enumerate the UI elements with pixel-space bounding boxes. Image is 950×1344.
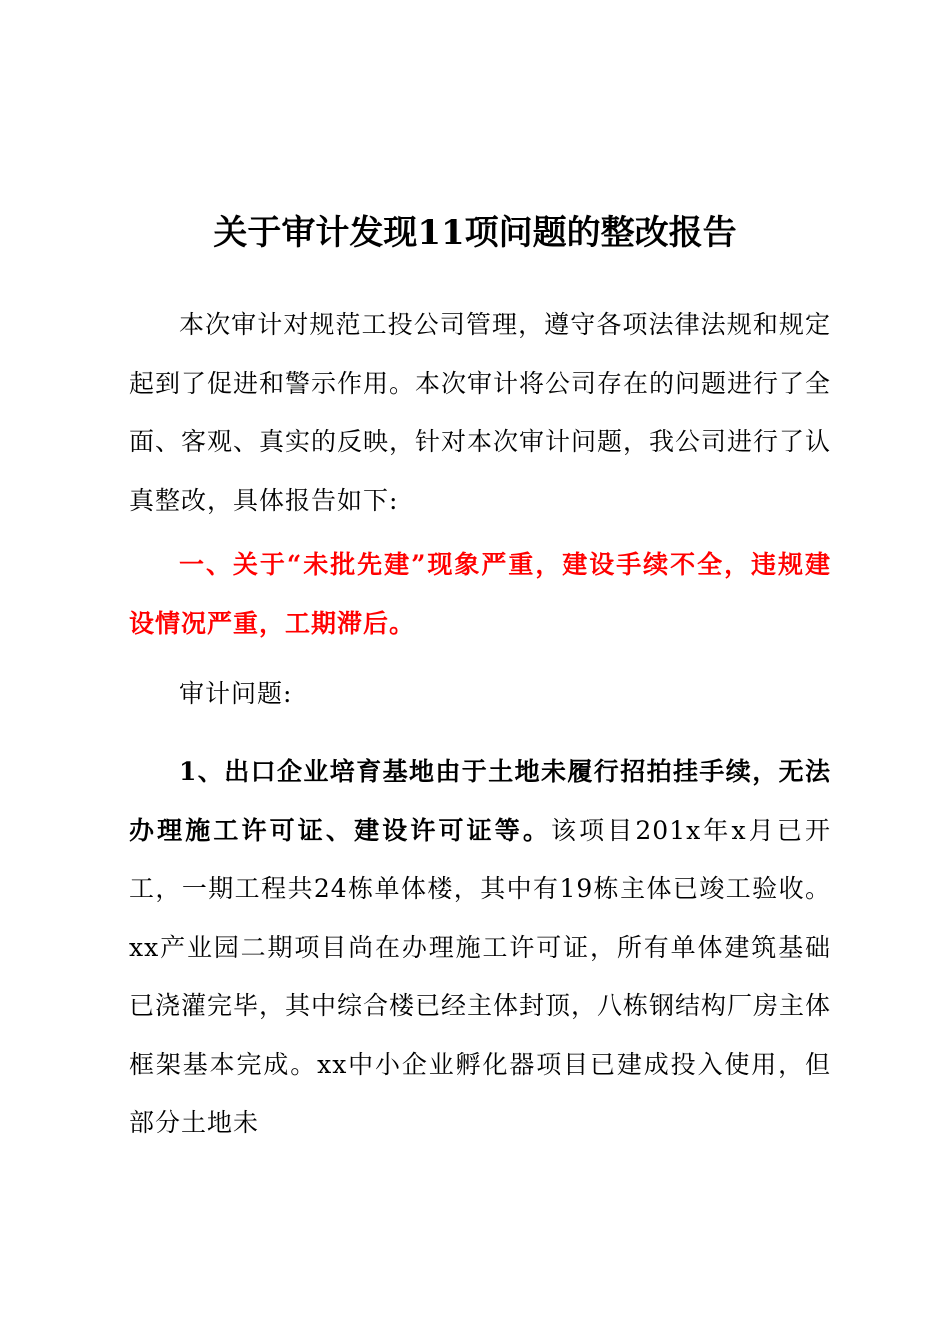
section-heading-1: 一、关于“未批先建”现象严重，建设手续不全，违规建设情况严重，工期滞后。	[129, 550, 831, 638]
item-1-paragraph	[129, 743, 831, 1153]
item-1-bold-lead: 1、出口企业培育基地由于土地未履行招拍挂手续，无法办理施工许可证、建设许可证等。	[129, 757, 831, 845]
document-title: 关于审计发现11项问题的整改报告	[213, 213, 737, 253]
item-1-body-text: 该项目201x年x月已开工，一期工程共24栋单体楼，其中有19栋主体已竣工验收。xx产业园二期项目尚在办理施工许可证，所有单体建筑基础已浇灌完毕，其中综合楼已经主体封顶，八栋钢结构厂房主体框架基本完成。xx中小企业孵化器项目已建成投入使用，但部分土地未	[129, 815, 832, 1137]
audit-issue-label: 审计问题:	[179, 679, 293, 708]
intro-paragraph: 本次审计对规范工投公司管理，遵守各项法律法规和规定起到了促进和警示作用。本次审计将公司存在的问题进行了全面、客观、真实的反映，针对本次审计问题，我公司进行了认真整改，具体报告如下:	[129, 310, 832, 515]
